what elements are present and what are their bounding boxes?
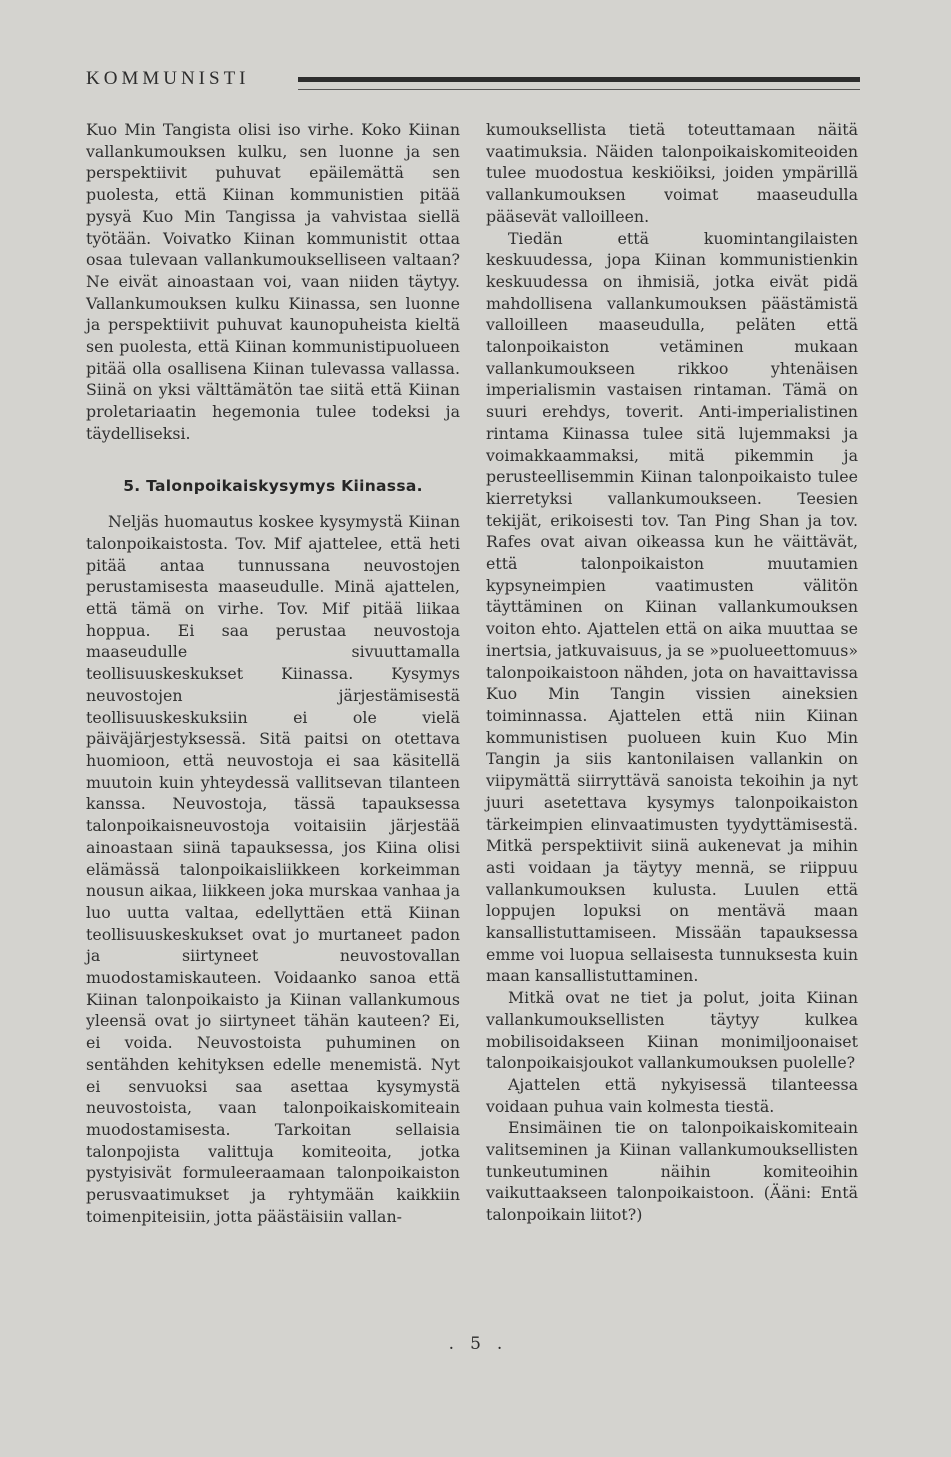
page-footer [0,1334,951,1354]
paragraph: Ajattelen että nykyisessä tilanteessa voidaan puhua vain kolmesta tiestä. [486,1074,858,1116]
page-number: 5 [470,1334,481,1354]
paragraph: Neljäs huomautus koskee kysymystä Kiinan talonpoikaistosta. Tov. Mif ajattelee, että heti pitää antaa tunnussana neuvostojen perustamisesta maaseudulle. Minä ajattelen, että tämä on virhe. Tov. Mif pitää liikaa hoppua. Ei saa perustaa neuvostoja maaseudulle sivuuttamalla teollisuuskeskukset Kiinassa. Kysymys neuvostojen järjestämisestä teollisuuskeskuksiin ei ole vielä päiväjärjestyksessä. Sitä paitsi on otettava huomioon, että neuvostoja ei saa käsitellä muutoin kuin yhteydessä vallitsevan tilanteen kanssa. Neuvostoja, tässä tapauksessa talonpoikaisneuvostoja voitaisiin järjestää ainoastaan siinä tapauksessa, jos Kiina olisi elämässä talonpoikaisliikkeen korkeimman nousun aikaa, liikkeen joka murskaa vanhaa ja luo uutta valtaa, edellyttäen että Kiinan teollisuuskeskukset ovat jo murtaneet padon ja siirtyneet neuvostovallan muodostamiskauteen. Voidaanko sanoa että Kiinan talonpoikaisto ja Kiinan vallankumous yleensä ovat jo siirtyneet tähän kauteen? Ei, ei voida. Neuvostoista puhuminen on sentähden kehityksen edelle menemistä. Nyt ei senvuoksi saa asettaa kysymystä neuvostoista, vaan talonpoikaiskomiteain muodostamisesta. Tarkoitan sellaisia talonpojista valittuja komiteoita, jotka pystyisivät formuleeraamaan talonpoikaiston perusvaatimukset ja ryhtymään kaikkiin toimenpiteisiin, jotta päästäisiin vallan- [86,512,460,1226]
header-rule-thin [298,89,860,90]
footer-dot-right: . [496,1334,503,1354]
running-header [86,68,866,98]
paragraph: Ensimäinen tie on talonpoikaiskomiteain valitseminen ja Kiinan vallankumouksellisten tunkeutuminen näihin komiteoihin vaikuttaakseen talonpoikaistoon. (Ääni: Entä talonpoikain liitot?) [486,1118,858,1225]
header-rule [298,77,860,82]
right-column [486,119,858,1226]
journal-title: KOMMUNISTI [86,68,250,89]
paragraph: Kuo Min Tangista olisi iso virhe. Koko Kiinan vallankumouksen kulku, sen luonne ja sen perspektiivit puhuvat epäilemättä sen puolesta, että Kiinan kommunistien pitää pysyä Kuo Min Tangissa ja vahvistaa siellä työtään. Voivatko Kiinan kommunistit ottaa osaa tulevaan vallankumoukselliseen valtaan? Ne eivät ainoastaan voi, vaan niiden täytyy. Vallankumouksen kulku Kiinassa, sen luonne ja perspektiivit puhuvat kaunopuheista kieltä sen puolesta, että Kiinan kommunistipuolueen pitää olla osallisena Kiinan tulevassa vallassa. Siinä on yksi välttämätön tae siitä että Kiinan proletariaatin hegemonia tulee todeksi ja täydelliseksi. [86,120,460,443]
footer-dot-left: . [448,1334,455,1354]
left-column [86,119,460,1227]
paragraph: Mitkä ovat ne tiet ja polut, joita Kiinan vallankumouksellisten täytyy kulkea mobilisoidakseen Kiinan monimiljoonaiset talonpoikaisjoukot vallankumouksen puolelle? [486,988,858,1073]
section-heading: 5. Talonpoikaiskysymys Kiinassa. [123,476,423,495]
paragraph: Tiedän että kuomintangilaisten keskuudessa, jopa Kiinan kommunistienkin keskuudessa on ihmisiä, jotka eivät pidä mahdollisena vallankumouksen päästämistä valloilleen maaseudulla, peläten että talonpoikaiston vetäminen mukaan vallankumoukseen rikkoo yhtenäisen imperialismin vastaisen rintaman. Tämä on suuri erehdys, toverit. Anti-imperialistinen rintama Kiinassa tulee sitä lujemmaksi ja voimakkaammaksi, mitä pikemmin ja perusteellisemmin Kiinan talonpoikaisto tulee kierretyksi vallankumoukseen. Teesien tekijät, erikoisesti tov. Tan Ping Shan ja tov. Rafes ovat aivan oikeassa kun he väittävät, että talonpoikaiston muutamien kypsyneimpien vaatimusten välitön täyttäminen on Kiinan vallankumouksen voiton ehto. Ajattelen että on aika muuttaa se inertsia, jatkuvaisuus, ja se »puolueettomuus» talonpoikaistoon nähden, jota on havaittavissa Kuo Min Tangin vissien aineksien toiminnassa. Ajattelen että niin Kiinan kommunistisen puolueen kuin Kuo Min Tangin ja siis kantonilaisen vallankin on viipymättä siirryttävä sanoista tekoihin ja nyt juuri asetettava kysymys talonpoikaiston tärkeimpien elinvaatimusten tyydyttämisestä. Mitkä perspektiivit siinä aukenevat ja mihin asti voidaan ja täytyy mennä, se riippuu vallankumouksen kulusta. Luulen että loppujen lopuksi on mentävä maan kansallistuttamiseen. Missään tapauksessa emme voi luopua sellaisesta tunnuksesta kuin maan kansallistuttaminen. [486,228,859,986]
paragraph: kumouksellista tietä toteuttamaan näitä vaatimuksia. Näiden talonpoikaiskomiteoiden tulee muodostua keskiöiksi, joiden ympärillä vallankumouksen voimat maaseudulla pääsevät valloilleen. [486,120,858,226]
